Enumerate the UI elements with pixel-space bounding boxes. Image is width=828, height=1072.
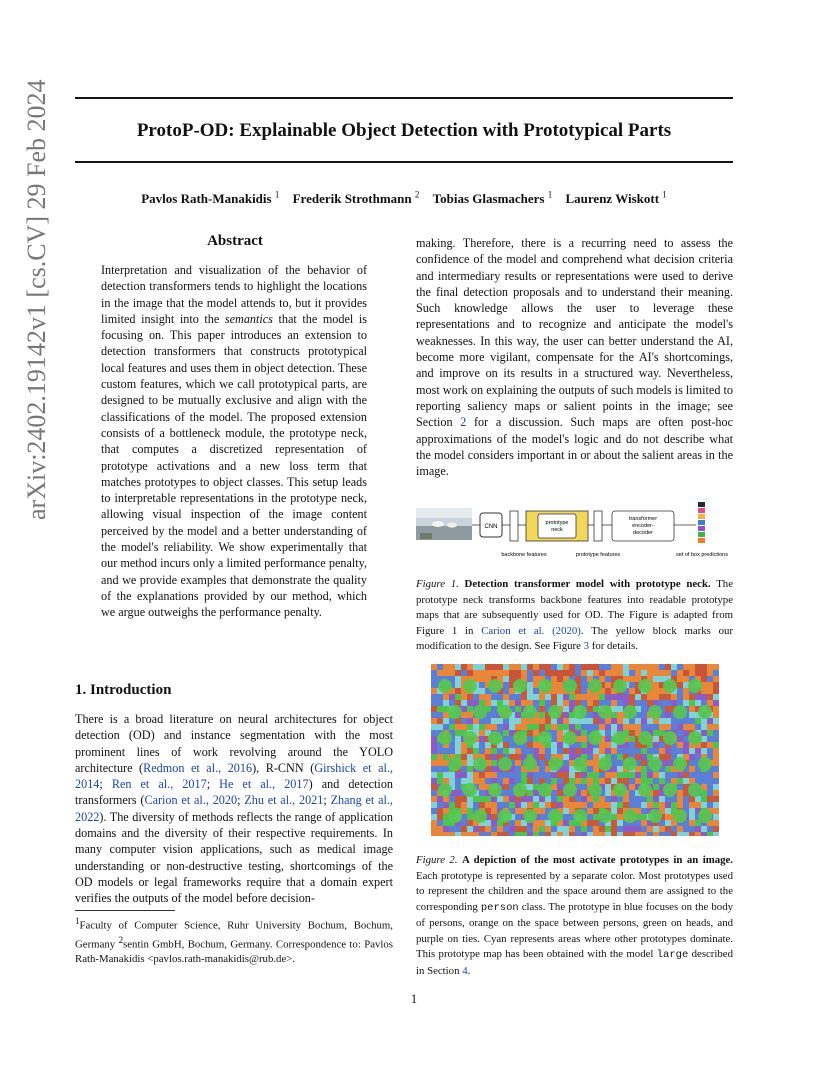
right-column-text: making. Therefore, there is a recurring need to assess the confidence of the model and comprehend what decision criteria and intermediary results or representations were used to derive the final detection proposals and to understand their meaning. Such knowledge allows the user to leverage these representations and to recognize and anticipate the model's weaknesses. In this way, the user can better understand the AI, become more vigilant, compensate for the AI's shortcomings, and improve on its results in a structured way. Nevertheless, most work on explaining the outputs of such models is limited to reporting saliency maps or salient points in the image; see Section 2 for a discussion. Such maps are often post-hoc approximations of the model's logic and do not describe what the model considers important in or about the salient areas in the image.	[416, 236, 733, 479]
svg-text:neck: neck	[551, 527, 563, 533]
citation-link[interactable]: Carion et al. (2020)	[481, 624, 581, 637]
section-link[interactable]: 4	[462, 964, 468, 977]
author-list	[75, 190, 733, 207]
figure-2-prototype-map	[431, 664, 719, 836]
svg-text:set of box predictions: set of box predictions	[676, 552, 728, 558]
author: Laurenz Wiskott $^1$	[565, 190, 667, 207]
svg-text:transformer: transformer	[628, 516, 658, 522]
box-predictions-stack	[698, 502, 705, 543]
figure-1-caption: Figure 1. Detection transformer model with prototype neck. The prototype neck transforms backbone features into readable prototype maps that are subsequently used for OD. The Figure is adapted from Figure 1 in Carion et al. (2020). The yellow block marks our modification to the design. See Figure 3 for details.	[416, 578, 733, 652]
svg-text:encoder-: encoder-	[632, 523, 654, 529]
cnn-label: CNN	[484, 524, 498, 530]
introduction-text: There is a broad literature on neural architectures for object detection (OD) and instance segmentation with the most prominent lines of work revolving around the YOLO architecture (Redmon et al., 2016), R-CNN (Girshick et al., 2014; Ren et al., 2017; He et al., 2017) and detection transformers (Carion et al., 2020; Zhu et al., 2021; Zhang et al., 2022). The diversity of methods reflects the range of application domains and the diversity of their respective requirements. In many computer vision applications, such as medical image understanding or non-destructive testing, shortcomings of the OD models or legal frameworks require that a domain expert verifies the outputs of the model before decision-	[75, 712, 394, 906]
svg-text:prototype features: prototype features	[575, 552, 621, 558]
citation-link[interactable]: Ren et al., 2017	[111, 777, 207, 792]
title-bottom-rule	[75, 161, 733, 163]
author: Tobias Glasmachers $^1$	[432, 190, 553, 207]
svg-text:prototype: prototype	[545, 520, 569, 526]
input-image-thumbnail	[416, 508, 472, 540]
svg-text:backbone features: backbone features	[501, 552, 547, 558]
page-number: 1	[410, 992, 418, 1006]
abstract-text: Interpretation and visualization of the behavior of detection transformers tends to highlight the locations in the image that the model attends to, but it provides limited insight into the semantics that the model is focusing on. This paper introduces an extension to detection transformers that constructs prototypical local features and uses them in object detection. These custom features, which we call prototypical parts, are designed to be mutually exclusive and align with the classifications of the model. The proposed extension consists of a bottleneck module, the prototype neck, that computes a discretized representation of prototype activations and a new loss term that matches prototypes to object classes. This setup leads to interpretable representations in the prototype neck, allowing visual inspection of the image content perceived by the model and a better understanding of the model's reliability. We show experimentally that our method incurs only a limited performance penalty, and we provide examples that demonstrate the quality of the explanations provided by our method, which we argue outweighs the performance penalty.	[101, 263, 367, 620]
introduction-heading: 1. Introduction	[75, 682, 172, 698]
abstract-heading: Abstract	[207, 233, 263, 249]
figure-1-diagram	[416, 500, 733, 562]
author: Pavlos Rath-Manakidis $^1$	[141, 190, 280, 207]
citation-link[interactable]: Girshick et al., 2014	[75, 760, 393, 792]
citation-link[interactable]: Redmon et al., 2016	[143, 760, 253, 775]
svg-text:decoder: decoder	[633, 530, 653, 536]
citation-link[interactable]: He et al., 2017	[219, 777, 309, 792]
section-link[interactable]: 2	[460, 415, 467, 430]
citation-link[interactable]: Zhu et al., 2021	[244, 793, 324, 808]
figure-2-caption: Figure 2. A depiction of the most activate prototypes in an image. Each prototype is represented by a separate color. Most prototypes used to represent the children and the space around them are assigned to the corresponding person class. The prototype in blue focuses on the body of persons, orange on the space between persons, green on heads, and purple on ties. Cyan represents areas where other prototypes dominate. This prototype map has been obtained with the model large described in Section 4.	[416, 854, 734, 977]
footnote: $^1$Faculty of Computer Science, Ruhr University Bochum, Bochum, Germany $^2$sentin GmbH, Bochum, Germany. Correspondence to: Pavlos Rath-Manakidis <pavlos.rath-manakidis@rub.de>.	[75, 916, 393, 965]
author: Frederik Strothmann $^2$	[292, 190, 420, 207]
title-top-rule	[75, 97, 733, 99]
figure-link[interactable]: 3	[583, 640, 590, 652]
citation-link[interactable]: Carion et al., 2020	[144, 793, 238, 808]
arxiv-side-stamp: arXiv:2402.19142v1 [cs.CV] 29 Feb 2024	[22, 79, 51, 520]
paper-title: ProtoP-OD: Explainable Object Detection with Prototypical Parts	[136, 120, 672, 141]
footnote-rule	[75, 910, 175, 911]
citation-link[interactable]: Zhang et al., 2022	[75, 793, 393, 824]
